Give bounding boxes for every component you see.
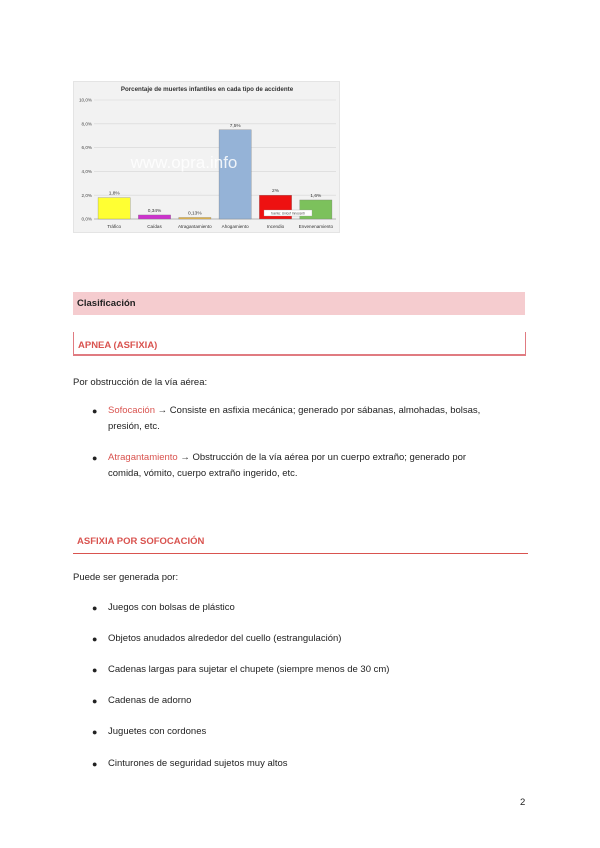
list-item — [92, 631, 512, 647]
sofocacion-line2: presión, etc. — [108, 421, 160, 432]
atragantamiento-line1: Obstrucción de la vía aérea por un cuerpo extraño; generado por — [192, 452, 467, 463]
data-label: 7,5% — [229, 123, 241, 129]
chart-y-ticks — [79, 98, 92, 222]
watermark: www.opra.info — [130, 153, 238, 172]
term-sofocacion: Sofocación — [108, 405, 156, 416]
bar-ahogamiento — [219, 130, 251, 219]
list-item-text: Objetos anudados alrededor del cuello (estrangulación) — [108, 633, 342, 644]
list-item — [92, 756, 512, 772]
bullet-icon: ● — [92, 453, 98, 463]
term-atragantamiento: Atragantamiento — [108, 452, 178, 463]
list-item-text: Cadenas de adorno — [108, 695, 192, 706]
x-tick-label: Atragantamiento — [177, 224, 212, 229]
clasificacion-header — [73, 292, 525, 315]
arrow: → — [157, 405, 168, 416]
data-label: 1,8% — [108, 191, 120, 197]
x-tick-label: Ahogamiento — [221, 224, 249, 229]
y-tick-label: 10,0% — [78, 97, 92, 103]
list-item — [92, 662, 512, 678]
page-number: 2 — [520, 797, 526, 808]
bar-tráfico — [98, 198, 130, 219]
list-item-sofocacion — [92, 403, 512, 435]
arrow: → — [180, 452, 190, 463]
x-tick-label: Caídas — [147, 224, 162, 229]
list-item-text: Juegos con bolsas de plástico — [108, 602, 235, 613]
y-tick-label: 4,0% — [81, 169, 92, 174]
apnea-header — [73, 332, 526, 356]
list-item-text: Cinturones de seguridad sujetos muy altos — [108, 758, 288, 769]
clasificacion-title: Clasificación — [77, 298, 136, 309]
data-label: 0,34% — [147, 208, 162, 214]
list-item — [92, 724, 512, 740]
chart-bars — [98, 130, 332, 219]
y-tick-label: 6,0% — [81, 145, 92, 151]
sofocacion-line1: Consiste en asfixia mecánica; generado por sábanas, almohadas, bolsas, — [169, 405, 481, 416]
x-tick-label: Tráfico — [107, 224, 122, 229]
list-item-text: Cadenas largas para sujetar el chupete (siempre menos de 30 cm) — [108, 664, 390, 675]
chart-title: Porcentaje de muertes infantiles en cada tipo de accidente — [120, 86, 294, 93]
y-tick-label: 0,0% — [81, 216, 92, 222]
bar-caídas — [138, 215, 170, 219]
bullet-icon: ● — [92, 634, 98, 644]
asfixia-intro: Puede ser generada por: — [73, 572, 179, 583]
bar-atragantamiento — [179, 217, 211, 219]
list-item — [92, 600, 512, 616]
asfixia-header — [73, 533, 528, 554]
list-item-text: Juguetes con cordones — [108, 726, 207, 737]
bullet-icon: ● — [92, 727, 98, 737]
data-label: 2% — [272, 189, 279, 195]
bullet-icon: ● — [92, 406, 98, 416]
chart-annotation: fuente: Unicef Innocenti — [271, 211, 305, 216]
bullet-icon: ● — [92, 759, 98, 769]
chart-category-labels — [107, 224, 333, 229]
y-tick-label: 8,0% — [81, 121, 92, 127]
bullet-icon: ● — [92, 603, 98, 613]
list-item — [92, 693, 512, 709]
apnea-title: APNEA (ASFIXIA) — [78, 340, 158, 351]
asfixia-title: ASFIXIA POR SOFOCACIÓN — [77, 536, 205, 547]
apnea-intro: Por obstrucción de la vía aérea: — [73, 377, 208, 388]
data-label: 0,13% — [188, 211, 202, 217]
atragantamiento-line2: comida, vómito, cuerpo extraño ingerido, etc. — [108, 468, 298, 479]
bullet-icon: ● — [92, 696, 98, 706]
x-tick-label: Envenenamiento — [298, 224, 334, 229]
list-item-atragantamiento — [92, 450, 512, 482]
bullet-icon: ● — [92, 665, 98, 675]
x-tick-label: Incendio — [266, 224, 285, 229]
data-label: 1,6% — [310, 193, 322, 199]
accident-chart — [73, 81, 340, 233]
y-tick-label: 2,0% — [81, 192, 92, 198]
chart-svg — [74, 82, 341, 234]
